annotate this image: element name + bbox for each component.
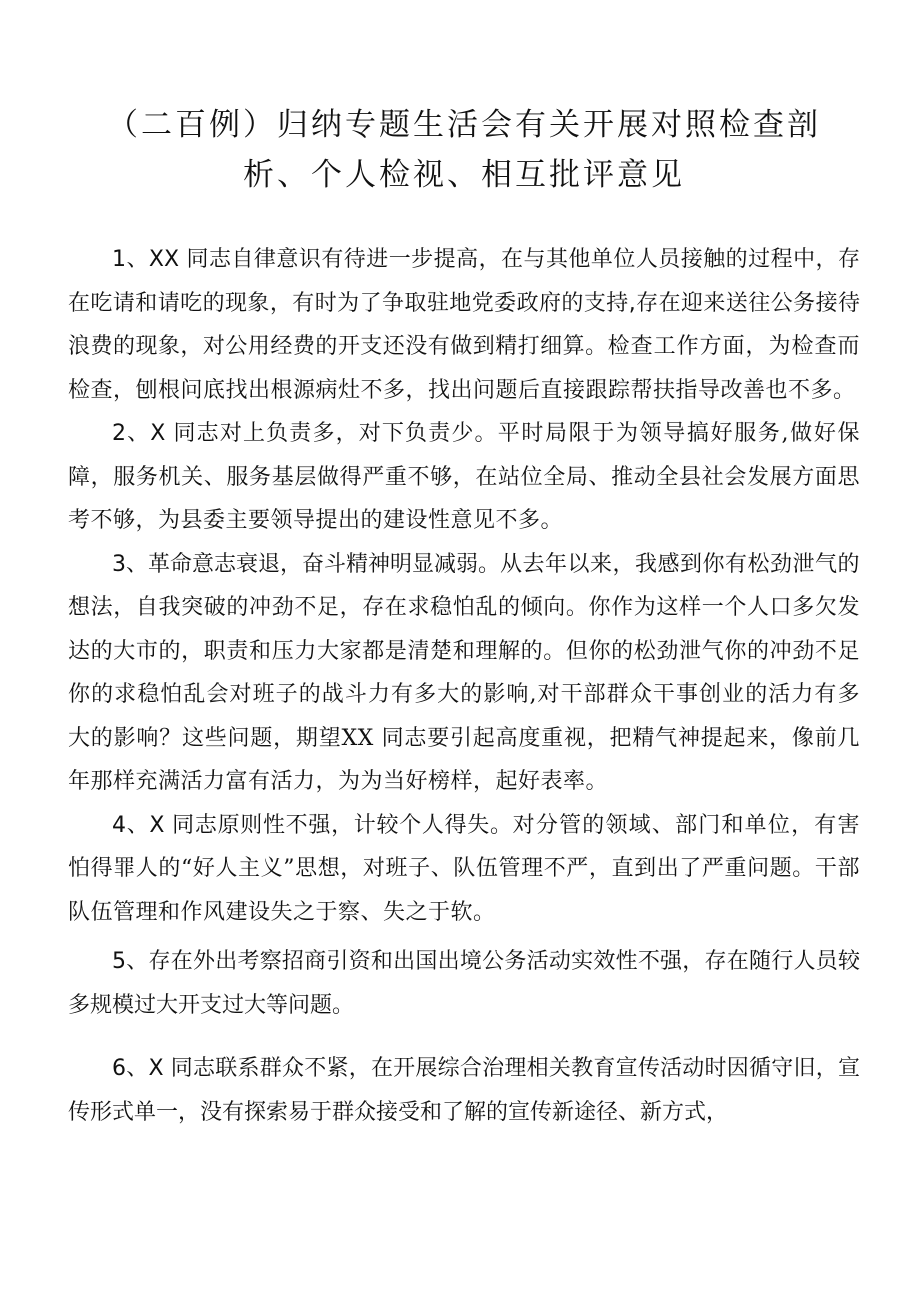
paragraph-2-body: 平时局限于为领导搞好服务,做好保障，服务机关、服务基层做得严重不够，在站位全局、推动全县社会发展方面思考不够，为县委主要领导提出的建设性意见不多。	[68, 421, 860, 533]
paragraph-5	[68, 940, 860, 1027]
document-title	[68, 100, 860, 200]
paragraph-6-lead: 6、X 同志联系群众不紧，在开展综合治理相关教育宣传活动时因循守旧，宣传形式单一，没有探索易于群众接受和了解的宣传新途径、新方式，	[68, 1056, 860, 1125]
paragraph-2-lead: 2、X 同志对上负责多，对下负责少。	[112, 421, 498, 446]
paragraph-3-lead: 3、革命意志衰退，奋斗精神明显减弱。	[112, 551, 500, 577]
paragraph-2	[68, 412, 860, 543]
paragraph-6	[68, 1047, 860, 1134]
paragraph-1-body: 检查工作方面，为检查而检查，刨根问底找出根源病灶不多，找出问题后直接跟踪帮扶指导改善也不多。	[68, 334, 860, 403]
title-line-1: （二百例）归纳专题生活会有关开展对照检查剖	[107, 107, 821, 143]
paragraph-3-body: 从去年以来，我感到你有松劲泄气的想法，自我突破的冲劲不足，存在求稳怕乱的倾向。你作为这样一个人口多欠发达的大市的，职责和压力大家都是清楚和理解的。但你的松劲泄气你的冲劲不足你的求稳怕乱会对班子的战斗力有多大的影响,对干部群众干事创业的活力有多大的影响？这些问题，期望XX 同志要引起高度重视，把精气神提起来，像前几年那样充满活力富有活力，为为当好榜样，起好表率。	[68, 551, 861, 794]
title-line-2: 析、个人检视、相互批评意见	[243, 157, 685, 193]
paragraph-4-body: 对分管的领域、部门和单位，有害怕得罪人的“好人主义”思想，对班子、队伍管理不严，直到出了严重问题。干部队伍管理和作风建设失之于察、失之于软。	[68, 812, 860, 925]
paragraph-1-lead: 1、XX 同志自律意识有待进一步提高，在与其他单位人员接触的过程中，存在吃请和请吃的现象，有时为了争取驻地党委政府的支持,存在迎来送往公务接待浪费的现象，对公用经费的开支还没有做到精打细算。	[68, 247, 860, 359]
paragraph-3	[68, 543, 860, 804]
paragraph-4-lead: 4、X 同志原则性不强，计较个人得失。	[112, 812, 513, 838]
paragraph-5-lead: 5、存在外出考察招商引资和出国出境公务活动实效性不强，存在随行人员较多规模过大开支过大等问题。	[68, 949, 860, 1018]
paragraph-1	[68, 238, 860, 412]
paragraph-4	[68, 804, 860, 935]
